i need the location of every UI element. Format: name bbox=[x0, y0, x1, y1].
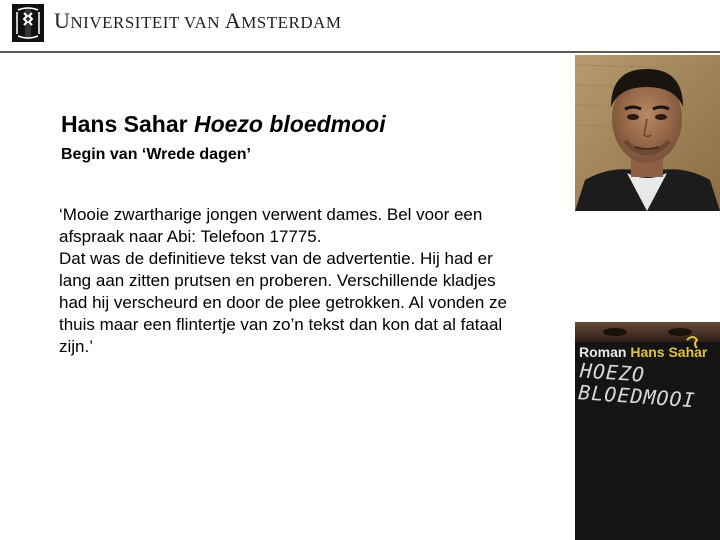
header-divider bbox=[0, 51, 720, 53]
quote-body bbox=[59, 204, 521, 358]
quote-paragraph: Dat was de definitieve tekst van de advertentie. Hij had er lang aan zitten prutsen en proberen. Verschillende kladjes had hij verscheurd en door de plee getrokken. Al vonden ze thuis maar een flintertje van zo’n tekst dan kon dat al fataal zijn.’ bbox=[59, 249, 507, 356]
slide-title bbox=[61, 111, 386, 138]
title-book: Hoezo bloedmooi bbox=[193, 111, 386, 137]
cover-author-label: Roman Hans Sahar bbox=[579, 344, 708, 360]
institution-name: UNIVERSITEIT VAN AMSTERDAM bbox=[54, 8, 342, 33]
book-cover bbox=[575, 322, 720, 540]
header bbox=[0, 0, 720, 52]
cover-title: HOEZO BLOEDMOOI bbox=[577, 358, 697, 413]
uva-crest-icon bbox=[12, 4, 44, 42]
slide-subtitle: Begin van ‘Wrede dagen’ bbox=[61, 146, 251, 163]
author-photo bbox=[575, 55, 720, 211]
title-author: Hans Sahar bbox=[61, 111, 194, 137]
quote-paragraph: ‘Mooie zwartharige jongen verwent dames. Bel voor een afspraak naar Abi: Telefoon 17775. bbox=[59, 205, 483, 246]
